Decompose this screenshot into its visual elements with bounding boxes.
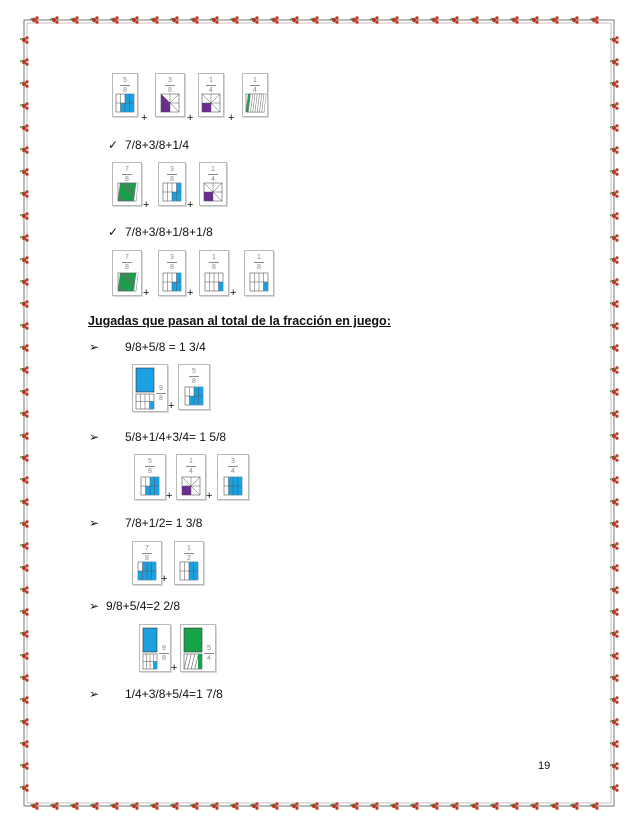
fraction-numerator: 5: [148, 458, 152, 465]
arrow-bullet-icon: ➢: [89, 516, 100, 530]
play-line-b1: 9/8+5/8 = 1 3/4: [125, 340, 206, 354]
fraction-denominator: 4: [253, 87, 257, 94]
fraction-numerator: 1: [187, 545, 191, 552]
plus-sign: +: [166, 490, 173, 502]
fraction-label: [248, 77, 262, 94]
fraction-label: [154, 385, 168, 402]
fraction-label: [187, 368, 201, 385]
fraction-denominator: 4: [231, 468, 235, 475]
fraction-denominator: 8: [162, 655, 166, 662]
fraction-denominator: 8: [125, 264, 129, 271]
fraction-numerator: 5: [123, 77, 127, 84]
fraction-label: [165, 254, 179, 271]
plus-sign: +: [141, 112, 148, 124]
fraction-numerator: 1: [253, 77, 257, 84]
fraction-denominator: 8: [148, 468, 152, 475]
play-line-1: 7/8+3/8+1/4: [125, 138, 190, 152]
fraction-card: [174, 541, 204, 585]
check-icon: ✓: [108, 225, 119, 239]
fraction-denominator: 8: [168, 87, 172, 94]
fraction-numerator: 7: [145, 545, 149, 552]
fraction-numerator: 1: [189, 458, 193, 465]
fraction-card: [155, 73, 185, 117]
fraction-numerator: 1: [212, 254, 216, 261]
play-line-b4: 9/8+5/4=2 2/8: [106, 599, 181, 613]
fraction-denominator: 4: [189, 468, 193, 475]
check-icon: ✓: [108, 138, 119, 152]
fraction-label: [207, 254, 221, 271]
fraction-card: [199, 250, 229, 296]
fraction-label: [163, 77, 177, 94]
play-line-b5: 1/4+3/8+5/4=1 7/8: [125, 687, 223, 701]
fraction-denominator: 8: [192, 378, 196, 385]
fraction-card: [199, 162, 227, 206]
fraction-numerator: 3: [168, 77, 172, 84]
plus-sign: +: [187, 112, 194, 124]
fraction-card: [158, 162, 186, 206]
fraction-denominator: 8: [257, 264, 261, 271]
plus-sign: +: [187, 287, 194, 299]
page-number: 19: [538, 760, 551, 772]
fraction-label: [120, 254, 134, 271]
fraction-card: [242, 73, 268, 117]
plus-sign: +: [230, 287, 237, 299]
fraction-label: [157, 645, 171, 662]
arrow-bullet-icon: ➢: [89, 430, 100, 444]
play-line-2: 7/8+3/8+1/8+1/8: [125, 225, 213, 239]
fraction-numerator: 1: [209, 77, 213, 84]
plus-sign: +: [143, 287, 150, 299]
section-heading: Jugadas que pasan al total de la fracción en juego:: [88, 314, 391, 328]
fraction-numerator: 1: [257, 254, 261, 261]
fraction-denominator: 8: [159, 395, 163, 402]
fraction-label: [204, 77, 218, 94]
fraction-denominator: 8: [170, 176, 174, 183]
fraction-card: [134, 454, 166, 500]
fraction-card: [112, 73, 138, 117]
fraction-card: [244, 250, 274, 296]
fraction-label: [165, 166, 179, 183]
arrow-bullet-icon: ➢: [89, 599, 100, 613]
fraction-label: [226, 458, 240, 475]
fraction-card: [158, 250, 186, 296]
fraction-numerator: 7: [125, 254, 129, 261]
fraction-denominator: 8: [123, 87, 127, 94]
fraction-denominator: 4: [209, 87, 213, 94]
fraction-denominator: 2: [187, 555, 191, 562]
arrow-bullet-icon: ➢: [89, 340, 100, 354]
play-line-b3: 7/8+1/2= 1 3/8: [125, 516, 203, 530]
arrow-bullet-icon: ➢: [89, 687, 100, 701]
fraction-card: [198, 73, 224, 117]
plus-sign: +: [228, 112, 235, 124]
fraction-label: [252, 254, 266, 271]
plus-sign: +: [171, 662, 178, 674]
fraction-label: [140, 545, 154, 562]
fraction-numerator: 3: [231, 458, 235, 465]
plus-sign: +: [187, 199, 194, 211]
fraction-denominator: 8: [125, 176, 129, 183]
fraction-card: [180, 624, 216, 672]
fraction-card: [139, 624, 171, 672]
fraction-card: [132, 541, 162, 585]
fraction-denominator: 4: [207, 655, 211, 662]
play-line-b2: 5/8+1/4+3/4= 1 5/8: [125, 430, 227, 444]
fraction-label: [118, 77, 132, 94]
fraction-denominator: 4: [211, 176, 215, 183]
plus-sign: +: [206, 490, 213, 502]
fraction-numerator: 3: [170, 254, 174, 261]
fraction-numerator: 5: [207, 645, 211, 652]
fraction-card: [176, 454, 206, 500]
fraction-card: [132, 364, 168, 412]
fraction-denominator: 8: [170, 264, 174, 271]
fraction-numerator: 5: [192, 368, 196, 375]
fraction-label: [184, 458, 198, 475]
fraction-numerator: 1: [211, 166, 215, 173]
fraction-card: [178, 364, 210, 410]
fraction-denominator: 8: [212, 264, 216, 271]
fraction-card: [112, 162, 142, 206]
fraction-label: [182, 545, 196, 562]
fraction-label: [120, 166, 134, 183]
fraction-numerator: 9: [162, 645, 166, 652]
fraction-numerator: 7: [125, 166, 129, 173]
fraction-denominator: 8: [145, 555, 149, 562]
fraction-label: [206, 166, 220, 183]
fraction-label: [143, 458, 157, 475]
plus-sign: +: [168, 400, 175, 412]
fraction-numerator: 3: [170, 166, 174, 173]
plus-sign: +: [143, 199, 150, 211]
fraction-numerator: 9: [159, 385, 163, 392]
fraction-card: [217, 454, 249, 500]
fraction-label: [202, 645, 216, 662]
fraction-card: [112, 250, 142, 296]
plus-sign: +: [161, 573, 168, 585]
